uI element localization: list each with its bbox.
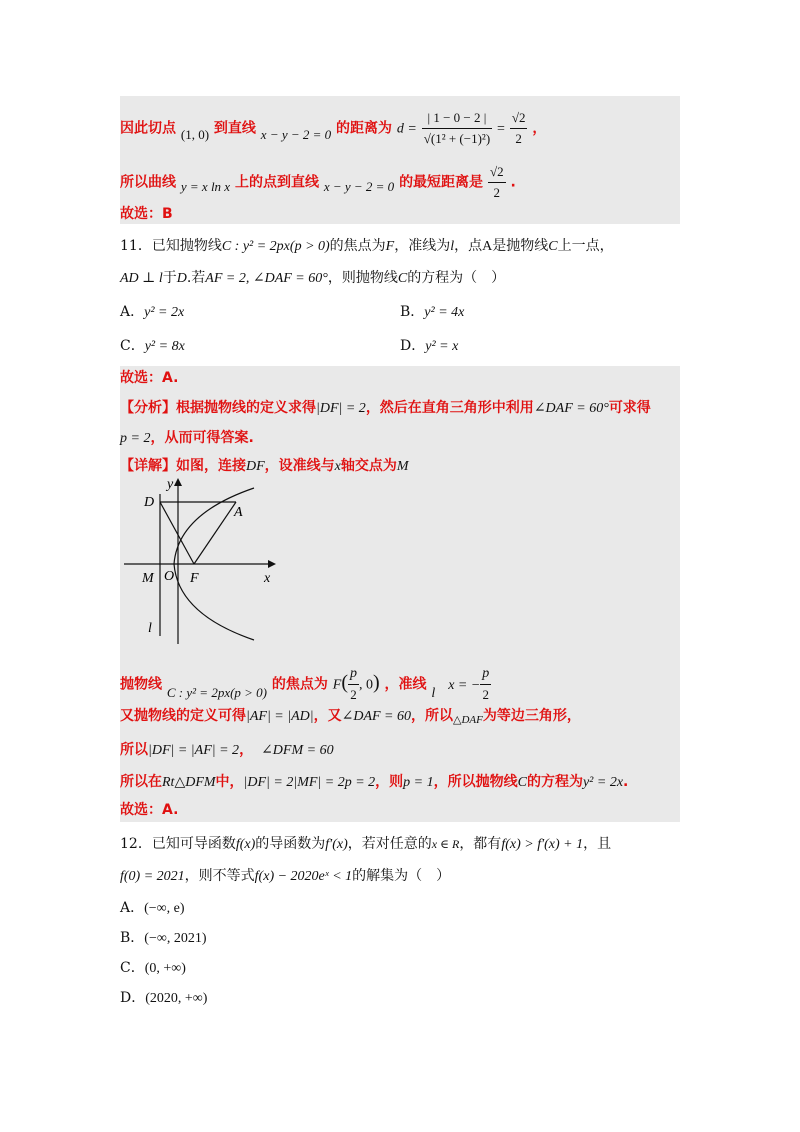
q11-step-3: 所以|DF| = |AF| = 2， ∠DFM = 60 bbox=[120, 742, 334, 758]
prev-solution-line-2: 所以曲线 y = x ln x 上的点到直线 x − y − 2 = 0 的最短距离是 $\frac{√2}{2}$ . bbox=[120, 164, 516, 200]
q12-option-c[interactable]: C．(0, +∞) bbox=[120, 960, 186, 976]
q12-stem-line-1: 12．已知可导函数f(x)的导函数为f′(x)，若对任意的x ∈ R，都有f(x) > f′(x) + 1，且 bbox=[120, 836, 612, 852]
q11-option-a[interactable]: A．y² = 2x bbox=[120, 304, 185, 320]
q12-option-a[interactable]: A．(−∞, e) bbox=[120, 900, 185, 916]
label-l: l bbox=[148, 621, 152, 636]
parabola-figure bbox=[120, 474, 290, 644]
q11-option-d[interactable]: D．y² = x bbox=[400, 338, 459, 354]
q12-option-d[interactable]: D．(2020, +∞) bbox=[120, 990, 208, 1006]
prev-answer: 故选：B bbox=[120, 206, 173, 222]
q11-final-answer: 故选：A. bbox=[120, 802, 179, 818]
label-y: y bbox=[167, 477, 174, 492]
q11-stem-line-1: 11．已知抛物线C : y² = 2px(p > 0)的焦点为F，准线为l，点A是抛物线C上一点， bbox=[120, 238, 614, 254]
label-M: M bbox=[142, 571, 154, 586]
q11-detail-line: 【详解】如图，连接DF，设准线与x轴交点为M bbox=[120, 458, 409, 474]
label-F: F bbox=[190, 571, 199, 586]
q12-stem-line-2: f(0) = 2021，则不等式f(x) − 2020eˣ < 1的解集为（ ） bbox=[120, 868, 451, 884]
label-D: D bbox=[144, 495, 155, 510]
q11-stem-line-2: AD ⊥ l于D.若AF = 2, ∠DAF = 60°，则抛物线C的方程为（ ） bbox=[120, 270, 506, 286]
label-x: x bbox=[264, 571, 271, 586]
q12-option-b[interactable]: B．(−∞, 2021) bbox=[120, 930, 207, 946]
q11-step-2: 又抛物线的定义可得|AF| = |AD|，又∠DAF = 60，所以$_{\triangle DAF}$为等边三角形， bbox=[120, 708, 581, 726]
prev-solution-line-1: 因此切点 (1, 0) 到直线 x − y − 2 = 0 的距离为 d = $\frac{| 1 - 0 - 2 |}{\text{√(1² + (−1)²)}}$ = $\frac{√2}{2}$ ， bbox=[120, 110, 547, 146]
q11-analysis-line-1: 【分析】根据抛物线的定义求得|DF| = 2，然后在直角三角形中利用∠DAF = 60°可求得 bbox=[120, 400, 651, 416]
q11-option-c[interactable]: C．y² = 8x bbox=[120, 338, 185, 354]
q11-option-b[interactable]: B．y² = 4x bbox=[400, 304, 465, 320]
q11-step-1: 抛物线 C : y² = 2px(p > 0) 的焦点为 F( $\frac{p}{2}$ , 0) ，准线 l x = − $\frac{p}{2}$ bbox=[120, 666, 490, 702]
q11-analysis-line-2: p = 2，从而可得答案. bbox=[120, 430, 254, 446]
q11-answer: 故选：A. bbox=[120, 370, 179, 386]
label-A: A bbox=[234, 505, 243, 520]
q11-step-4: 所以在Rt△DFM中，|DF| = 2|MF| = 2p = 2，则p = 1，所以抛物线C的方程为y² = 2x. bbox=[120, 774, 629, 790]
label-O: O bbox=[164, 569, 175, 584]
